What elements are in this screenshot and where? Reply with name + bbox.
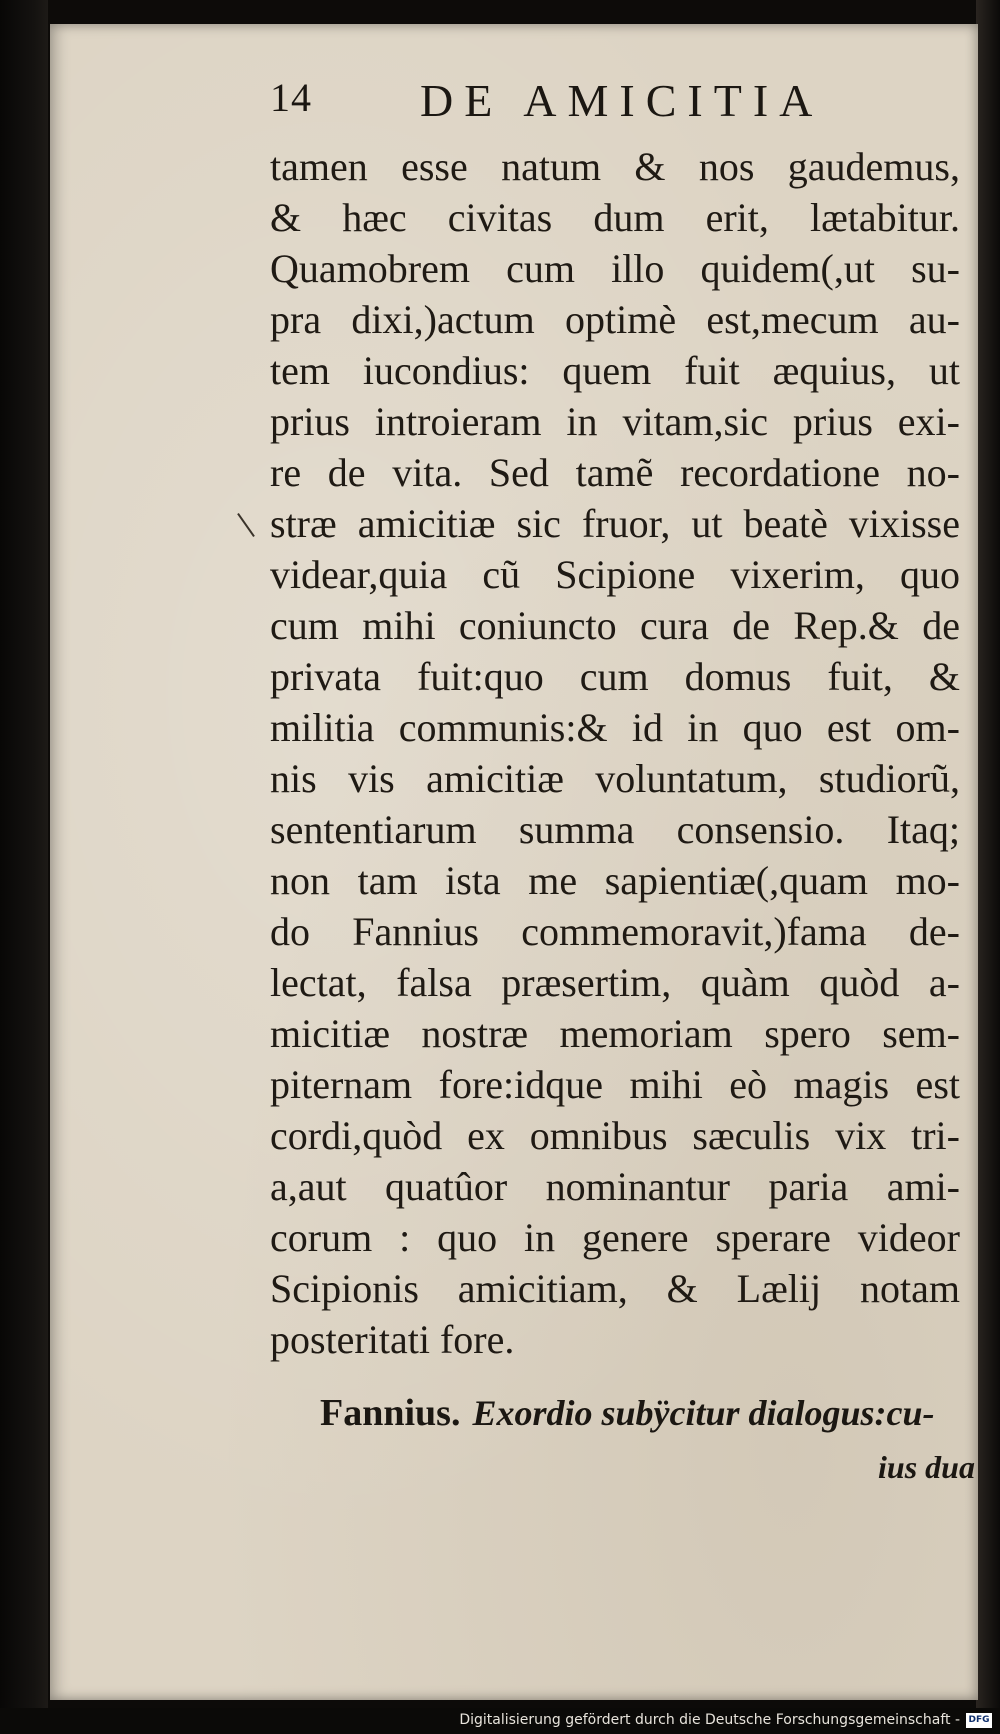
- text-line: re de vita. Sed tamẽ recordatione no-: [270, 450, 960, 495]
- text-line: prius introieram in vitam,sic prius exi-: [270, 399, 960, 444]
- catchword-block: [320, 1391, 1000, 1485]
- body-text: [270, 141, 960, 1365]
- book-cover-left-edge: [0, 0, 48, 1734]
- text-line: micitiæ nostræ memoriam spero sem-: [270, 1011, 960, 1056]
- footer-credit: Digitalisierung gefördert durch die Deutsche Forschungsgemeinschaft -: [459, 1712, 960, 1728]
- book-page: [50, 24, 978, 1700]
- book-cover-right-edge: [976, 0, 1000, 1734]
- text-line: & hæc civitas dum erit, lætabitur.: [270, 195, 960, 240]
- margin-mark: [237, 513, 255, 537]
- text-line: militia communis:& id in quo est om-: [270, 705, 960, 750]
- text-line: tem iucondius: quem fuit æquius, ut: [270, 348, 960, 393]
- running-title: DE AMICITIA: [420, 75, 824, 126]
- text-line: do Fannius commemoravit,)fama de-: [270, 909, 960, 954]
- text-line: sententiarum summa consensio. Itaq;: [270, 807, 960, 852]
- text-line: cordi,quòd ex omnibus sæculis vix tri-: [270, 1113, 960, 1158]
- text-line: nis vis amicitiæ voluntatum, studiorũ,: [270, 756, 960, 801]
- text-line: a,aut quatûor nominantur paria ami-: [270, 1164, 960, 1209]
- text-line: pra dixi,)actum optimè est,mecum au-: [270, 297, 960, 342]
- speaker-name: Fannius.: [320, 1392, 461, 1434]
- page-number: 14: [270, 75, 312, 120]
- page-header: [270, 74, 950, 134]
- text-line: videar,quia cũ Scipione vixerim, quo: [270, 552, 960, 597]
- marginal-summary-line-1: Exordio subÿcitur dialogus:cu-: [472, 1393, 935, 1433]
- text-line: Scipionis amicitiam, & Lælij notam: [270, 1266, 960, 1311]
- text-line: Quamobrem cum illo quidem(,ut su-: [270, 246, 960, 291]
- text-line: privata fuit:quo cum domus fuit, &: [270, 654, 960, 699]
- text-line: stræ amicitiæ sic fruor, ut beatè vixisse: [270, 501, 960, 546]
- text-line: lectat, falsa præsertim, quàm quòd a-: [270, 960, 960, 1005]
- text-line: corum : quo in genere sperare videor: [270, 1215, 960, 1260]
- marginal-summary-line-2: ius dua: [878, 1449, 975, 1485]
- dfg-logo: DFG: [966, 1713, 992, 1728]
- text-line: posteritati fore.: [270, 1317, 515, 1362]
- text-line: tamen esse natum & nos gaudemus,: [270, 144, 960, 189]
- digitization-footer: [0, 1708, 1000, 1734]
- text-line: piternam fore:idque mihi eò magis est: [270, 1062, 960, 1107]
- text-line: non tam ista me sapientiæ(,quam mo-: [270, 858, 960, 903]
- text-line: cum mihi coniuncto cura de Rep.& de: [270, 603, 960, 648]
